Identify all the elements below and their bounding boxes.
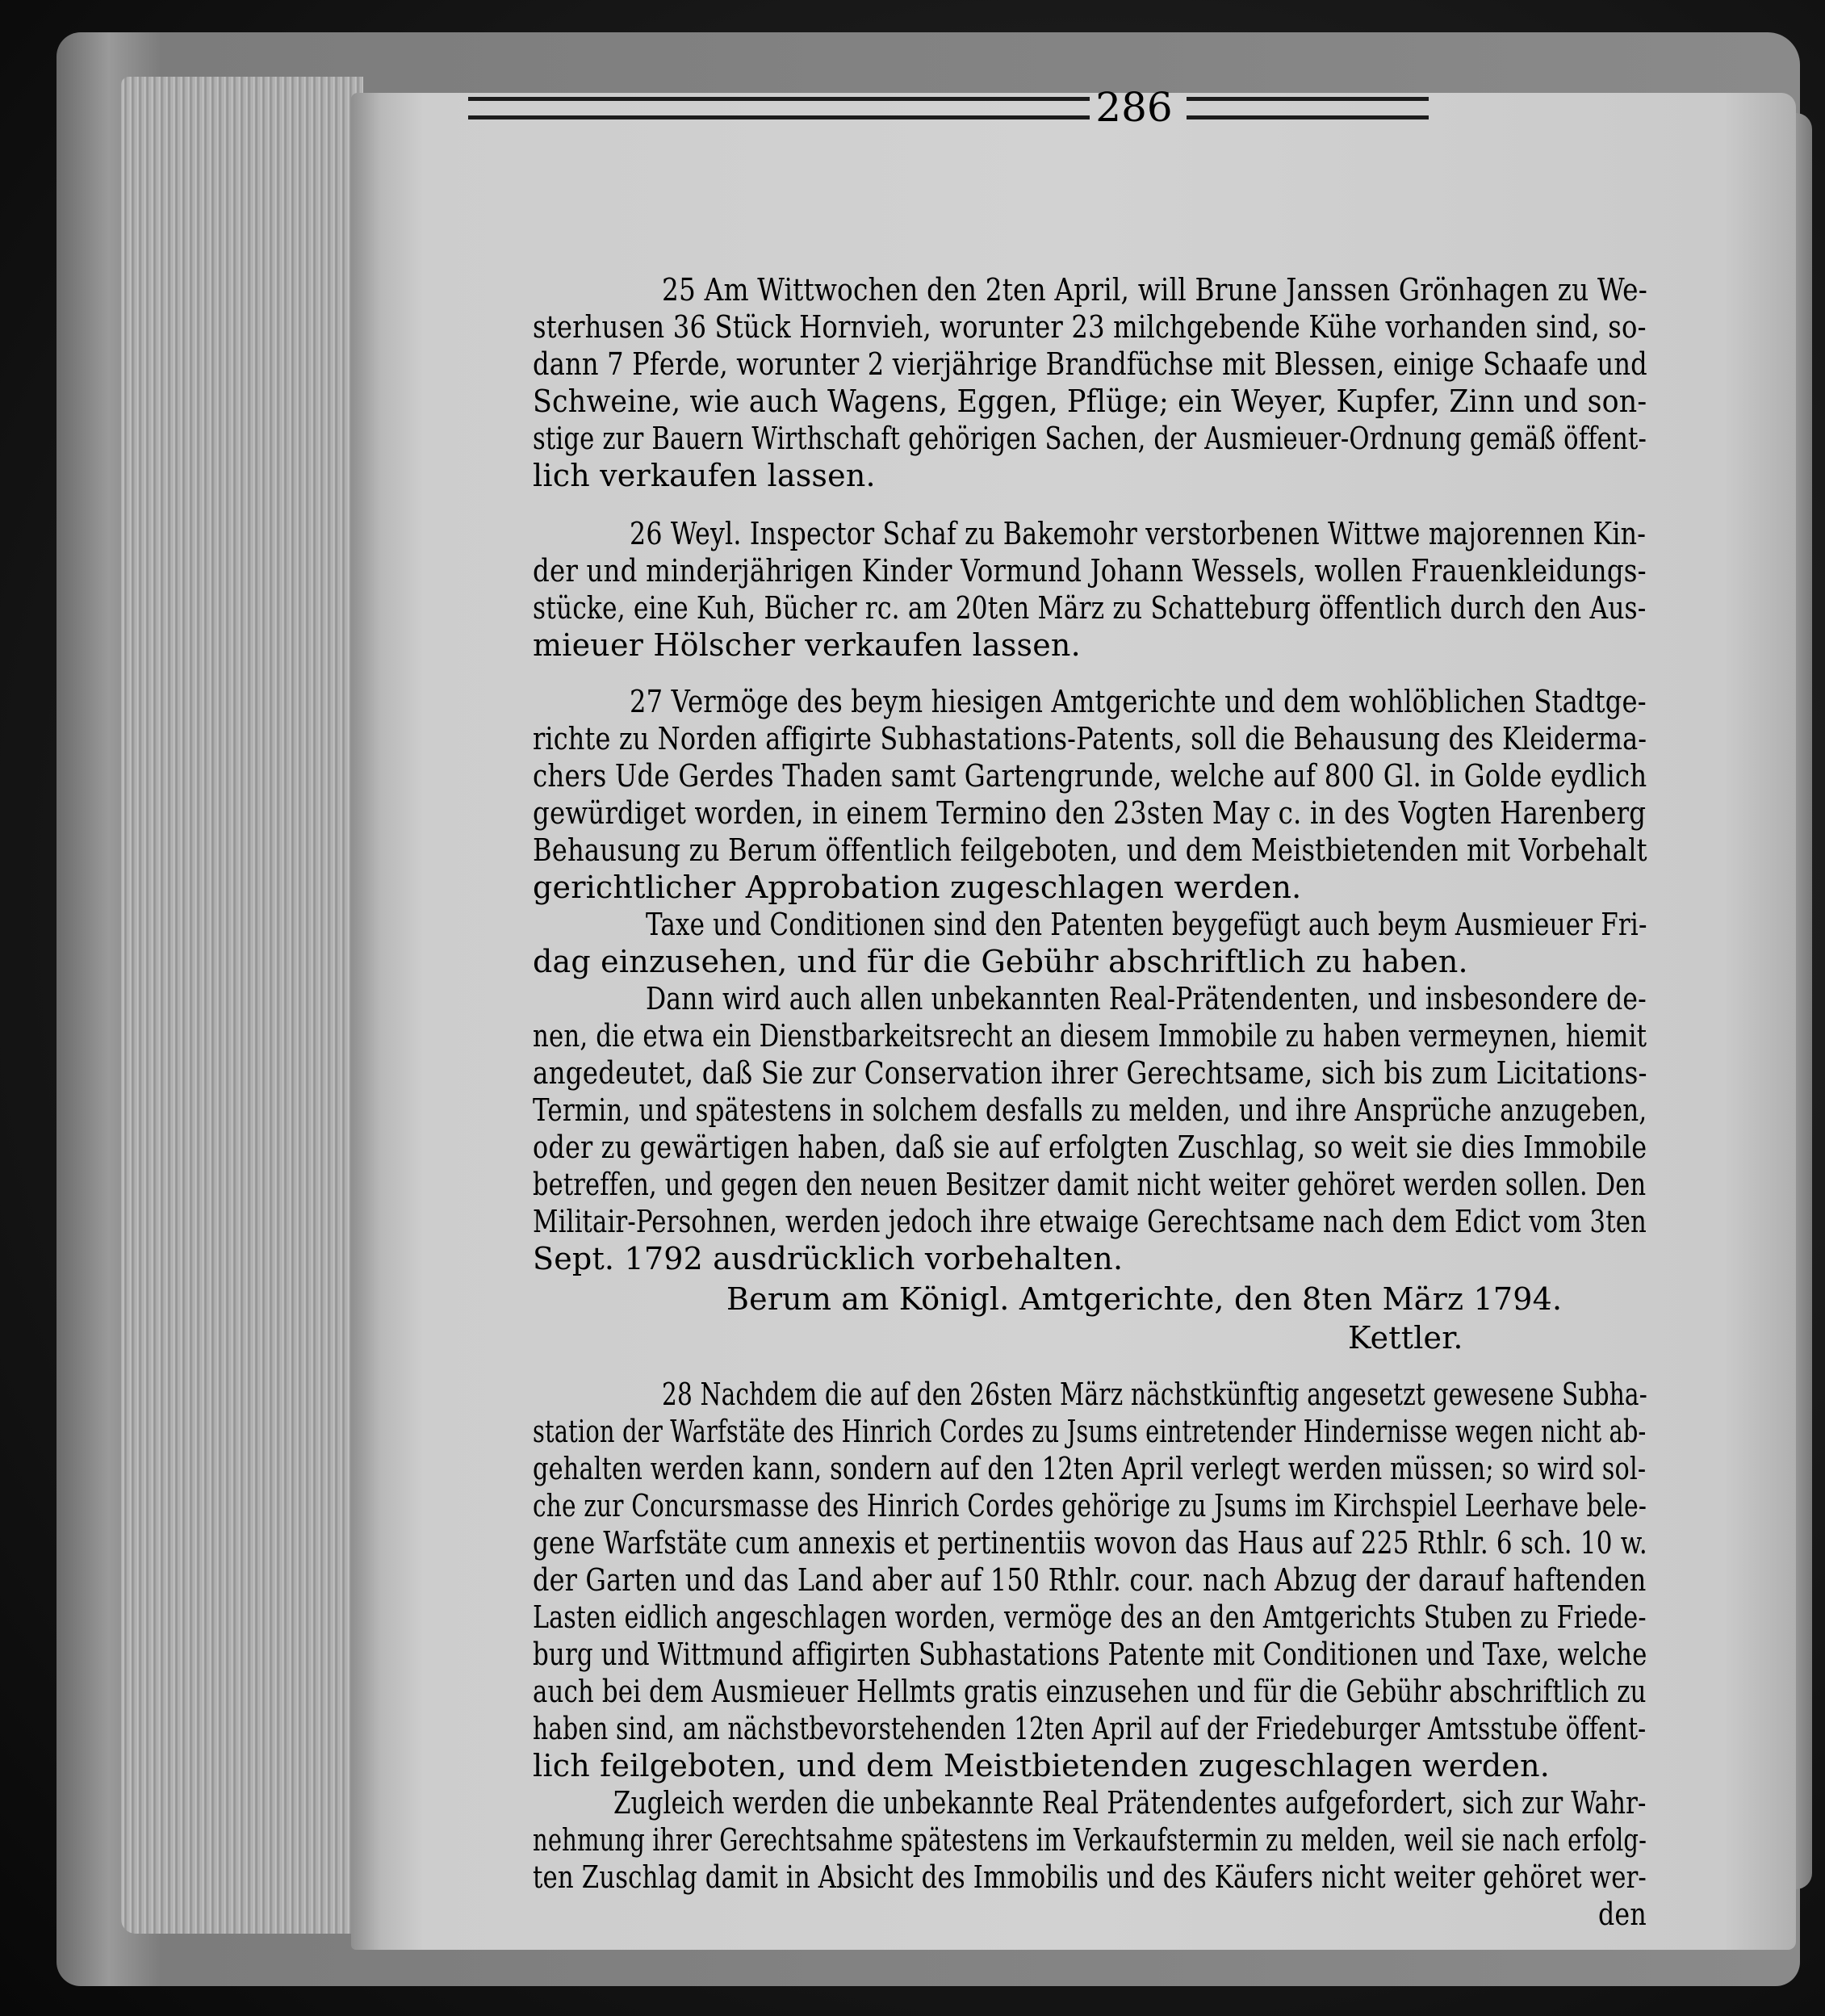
- header-rule-right: [1187, 97, 1429, 119]
- text-line: lich verkaufen lassen.: [533, 458, 876, 493]
- text-line: gene Warfstäte cum annexis et pertinentiis wovon das Haus auf 225 Rthlr. 6 sch. 10 w.: [533, 1525, 1647, 1561]
- text-line: lich feilgeboten, und dem Meistbietenden zugeschlagen werden.: [533, 1748, 1551, 1783]
- text-line: 26 Weyl. Inspector Schaf zu Bakemohr verstorbenen Wittwe majorennen Kin-: [630, 516, 1647, 551]
- text-line: gerichtlicher Approbation zugeschlagen werden.: [533, 870, 1302, 905]
- text-line: che zur Concursmasse des Hinrich Cordes gehörige zu Jsums im Kirchspiel Leerhave bele-: [533, 1488, 1647, 1524]
- text-line: Schweine, wie auch Wagens, Eggen, Pflüge; ein Weyer, Kupfer, Zinn und son-: [533, 384, 1647, 419]
- text-line: nehmung ihrer Gerechtsahme spätestens im Verkaufstermin zu melden, weil sie nach erfolg-: [533, 1822, 1647, 1858]
- text-line: auch bei dem Ausmieuer Hellmts gratis einzusehen und für die Gebühr abschriftlich zu: [533, 1674, 1647, 1709]
- text-line: station der Warfstäte des Hinrich Cordes zu Jsums eintretender Hindernisse wegen nicht ab-: [533, 1414, 1647, 1449]
- text-line: dann 7 Pferde, worunter 2 vierjährige Brandfüchse mit Blessen, einige Schaafe und: [533, 346, 1647, 382]
- text-line: Kettler.: [1348, 1320, 1463, 1356]
- text-line: Berum am Königl. Amtgerichte, den 8ten März 1794.: [726, 1281, 1563, 1317]
- text-line: angedeutet, daß Sie zur Conservation ihrer Gerechtsame, sich bis zum Licitations-: [533, 1055, 1647, 1091]
- page-stack-edges: [121, 77, 363, 1934]
- text-line: Termin, und spätestens in solchem desfalls zu melden, und ihre Ansprüche anzugeben,: [533, 1092, 1647, 1128]
- text-line: den: [1598, 1897, 1647, 1932]
- text-line: ten Zuschlag damit in Absicht des Immobilis und des Käufers nicht weiter gehöret wer-: [533, 1859, 1647, 1895]
- text-line: stücke, eine Kuh, Bücher rc. am 20ten März zu Schatteburg öffentlich durch den Aus-: [533, 590, 1647, 626]
- text-line: Behausung zu Berum öffentlich feilgeboten, und dem Meistbietenden mit Vorbehalt: [533, 832, 1647, 868]
- text-line: gewürdiget worden, in einem Termino den 23sten May c. in des Vogten Harenberg: [533, 795, 1647, 831]
- text-line: der und minderjährigen Kinder Vormund Johann Wessels, wollen Frauenkleidungs-: [533, 553, 1647, 589]
- text-line: 28 Nachdem die auf den 26sten März nächstkünftig angesetzt gewesene Subha-: [662, 1377, 1647, 1412]
- text-line: dag einzusehen, und für die Gebühr abschriftlich zu haben.: [533, 944, 1468, 979]
- text-line: betreffen, und gegen den neuen Besitzer damit nicht weiter gehöret werden sollen. Den: [533, 1167, 1647, 1202]
- text-line: richte zu Norden affigirte Subhastations-Patents, soll die Behausung des Kleiderma-: [533, 721, 1647, 757]
- text-line: mieuer Hölscher verkaufen lassen.: [533, 627, 1081, 663]
- text-line: 25 Am Wittwochen den 2ten April, will Brune Janssen Grönhagen zu We-: [662, 272, 1647, 308]
- header-rule-left: [468, 97, 1090, 119]
- text-line: nen, die etwa ein Dienstbarkeitsrecht an diesem Immobile zu haben vermeynen, hiemit: [533, 1018, 1647, 1054]
- text-line: der Garten und das Land aber auf 150 Rthlr. cour. nach Abzug der darauf haftenden: [533, 1562, 1647, 1598]
- text-line: Sept. 1792 ausdrücklich vorbehalten.: [533, 1241, 1124, 1276]
- text-line: Militair-Persohnen, werden jedoch ihre etwaige Gerechtsame nach dem Edict vom 3ten: [533, 1204, 1647, 1239]
- text-line: Lasten eidlich angeschlagen worden, vermöge des an den Amtgerichts Stuben zu Friede-: [533, 1599, 1647, 1635]
- text-line: oder zu gewärtigen haben, daß sie auf erfolgten Zuschlag, so weit sie dies Immobile: [533, 1130, 1647, 1165]
- text-line: haben sind, am nächstbevorstehenden 12ten April auf der Friedeburger Amtsstube öffent-: [533, 1711, 1647, 1746]
- text-line: chers Ude Gerdes Thaden samt Gartengrunde, welche auf 800 Gl. in Golde eydlich: [533, 758, 1647, 794]
- text-line: burg und Wittmund affigirten Subhastations Patente mit Conditionen und Taxe, welche: [533, 1637, 1647, 1672]
- text-line: Zugleich werden die unbekannte Real Prätendentes aufgefordert, sich zur Wahr-: [613, 1785, 1647, 1821]
- text-line: Taxe und Conditionen sind den Patenten beygefügt auch beym Ausmieuer Fri-: [646, 907, 1647, 942]
- text-line: stige zur Bauern Wirthschaft gehörigen Sachen, der Ausmieuer-Ordnung gemäß öffent-: [533, 421, 1647, 456]
- text-line: 27 Vermöge des beym hiesigen Amtgerichte und dem wohlöblichen Stadtge-: [630, 684, 1647, 719]
- text-line: Dann wird auch allen unbekannten Real-Prätendenten, und insbesondere de-: [646, 981, 1647, 1016]
- text-line: sterhusen 36 Stück Hornvieh, worunter 23 milchgebende Kühe vorhanden sind, so-: [533, 309, 1647, 345]
- text-line: gehalten werden kann, sondern auf den 12ten April verlegt werden müssen; so wird sol-: [533, 1451, 1647, 1486]
- page-number: 286: [1095, 84, 1173, 131]
